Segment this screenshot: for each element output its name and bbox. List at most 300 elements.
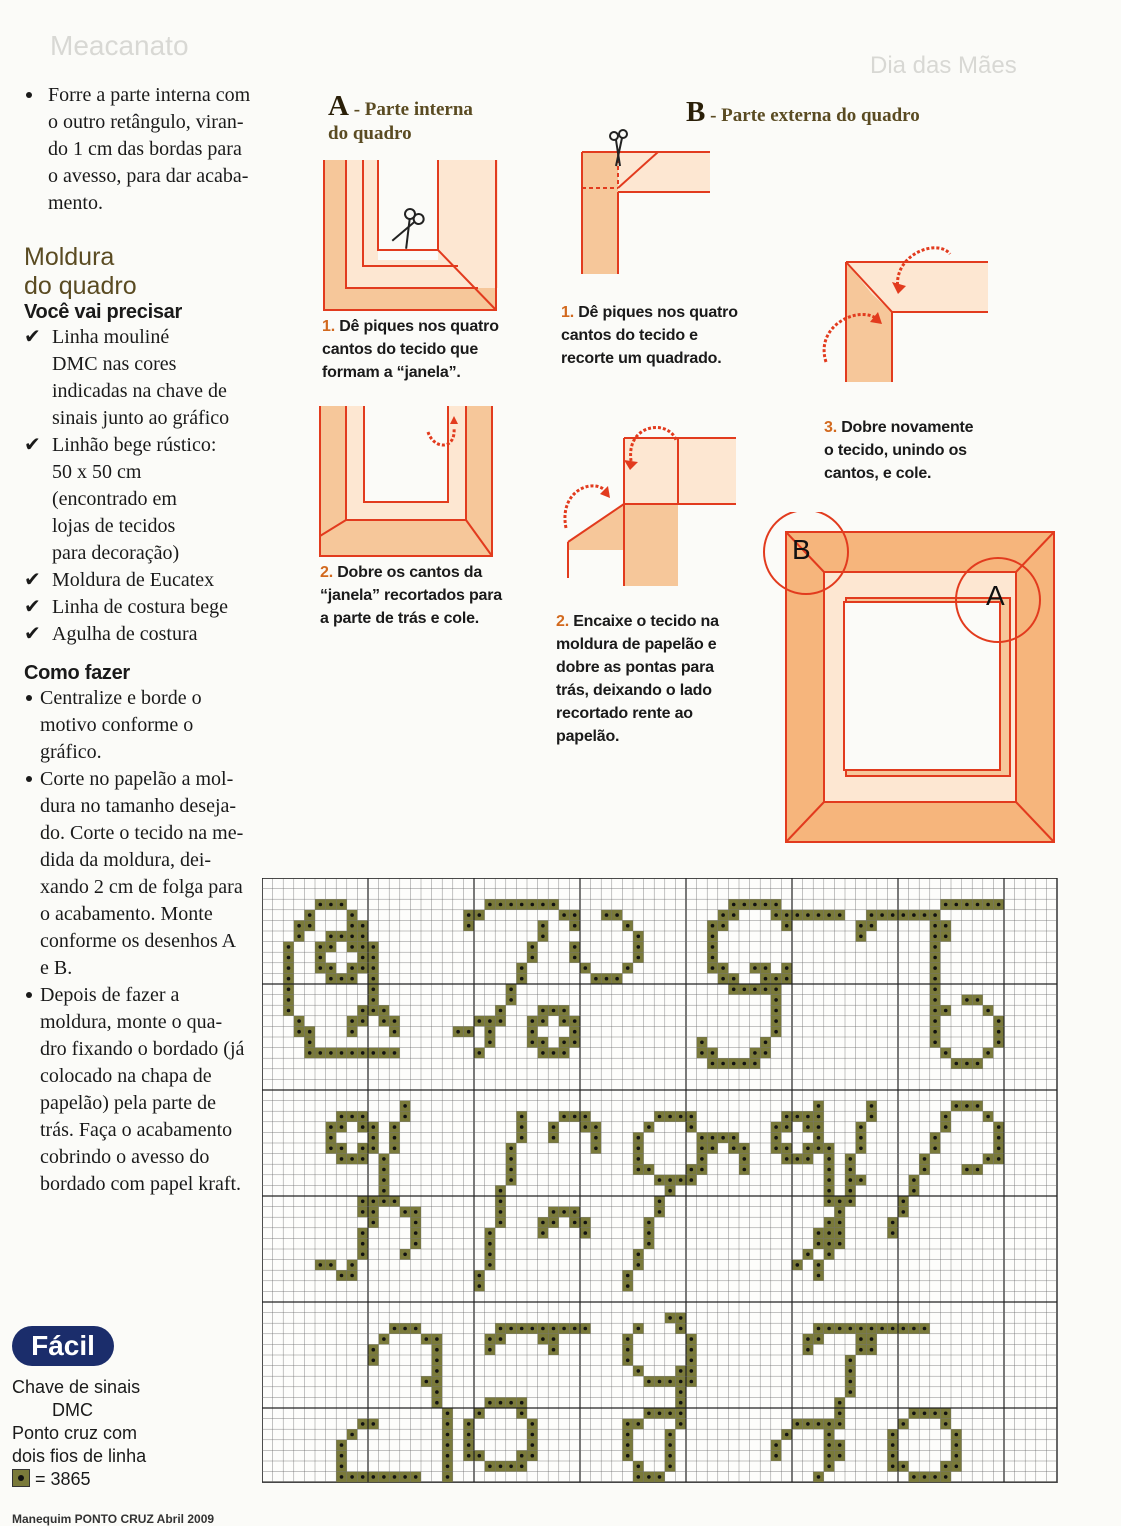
stitch-symbol bbox=[552, 1051, 556, 1055]
stitch-symbol bbox=[319, 945, 323, 949]
caption-line: papelão. bbox=[556, 728, 620, 745]
diagram-a2 bbox=[316, 402, 498, 560]
symbol-key bbox=[12, 1376, 146, 1491]
stitch-symbol bbox=[414, 1242, 418, 1246]
stitch-symbol bbox=[732, 988, 736, 992]
stitch-symbol bbox=[393, 1147, 397, 1151]
stitch-symbol bbox=[997, 1030, 1001, 1034]
stitch-symbol bbox=[382, 1051, 386, 1055]
stitch-symbol bbox=[361, 1200, 365, 1204]
stitch-symbol bbox=[859, 1327, 863, 1331]
stitch-symbol bbox=[446, 1465, 450, 1469]
stitch-symbol bbox=[668, 1380, 672, 1384]
stitch-symbol bbox=[647, 1380, 651, 1384]
stitch-symbol bbox=[690, 1369, 694, 1373]
stitch-symbol bbox=[573, 1115, 577, 1119]
stitch-symbol bbox=[690, 1359, 694, 1363]
stitch-symbol bbox=[541, 1327, 545, 1331]
stitch-symbol bbox=[552, 1348, 556, 1352]
stitch-symbol bbox=[933, 913, 937, 917]
stitch-symbol bbox=[986, 1009, 990, 1013]
stitch-symbol bbox=[902, 1422, 906, 1426]
stitch-symbol bbox=[944, 1412, 948, 1416]
stitch-symbol bbox=[626, 1454, 630, 1458]
step-line: bordado com papel kraft. bbox=[40, 1173, 242, 1195]
stitch-symbol bbox=[414, 1475, 418, 1479]
stitch-symbol bbox=[297, 1019, 301, 1023]
stitch-symbol bbox=[552, 1337, 556, 1341]
stitch-symbol bbox=[520, 966, 524, 970]
caption-line: Encaixe o tecido na bbox=[573, 613, 719, 630]
stitch-symbol bbox=[658, 1380, 662, 1384]
stitch-symbol bbox=[700, 1041, 704, 1045]
stitch-symbol bbox=[764, 1041, 768, 1045]
stitch-symbol bbox=[796, 1157, 800, 1161]
stitch-symbol bbox=[308, 1030, 312, 1034]
stitch-symbol bbox=[552, 1136, 556, 1140]
stitch-symbol bbox=[372, 988, 376, 992]
caption-line: a parte de trás e cole. bbox=[320, 610, 480, 627]
intro-line: o outro retângulo, viran- bbox=[48, 111, 244, 133]
stitch-symbol bbox=[933, 1019, 937, 1023]
stitch-symbol bbox=[838, 1401, 842, 1405]
stitch-symbol bbox=[478, 913, 482, 917]
stitch-symbol bbox=[870, 1104, 874, 1108]
material-line: Linha mouliné bbox=[52, 326, 170, 348]
stitch-symbol bbox=[721, 977, 725, 981]
stitch-symbol bbox=[859, 1348, 863, 1352]
stitch-symbol bbox=[361, 924, 365, 928]
stitch-symbol bbox=[435, 1337, 439, 1341]
stitch-symbol bbox=[806, 1348, 810, 1352]
stitch-symbol bbox=[859, 1136, 863, 1140]
stitch-symbol bbox=[679, 1316, 683, 1320]
stitch-symbol bbox=[541, 1337, 545, 1341]
stitch-symbol bbox=[637, 1136, 641, 1140]
material-item bbox=[24, 432, 256, 567]
key-symbol-row bbox=[12, 1468, 146, 1491]
stitch-symbol bbox=[849, 1178, 853, 1182]
stitch-symbol bbox=[753, 1051, 757, 1055]
stitch-symbol bbox=[838, 1200, 842, 1204]
stitch-symbol bbox=[340, 1157, 344, 1161]
stitch-symbol bbox=[372, 966, 376, 970]
stitch-symbol bbox=[806, 1147, 810, 1151]
stitch-symbol bbox=[340, 1147, 344, 1151]
diagram-a-letter: A bbox=[328, 90, 349, 122]
caption-line: recortado rente ao bbox=[556, 705, 693, 722]
stitch-symbol bbox=[700, 1147, 704, 1151]
stitch-symbol bbox=[838, 1454, 842, 1458]
material-line: sinais junto ao gráfico bbox=[52, 407, 230, 429]
stitch-symbol bbox=[520, 1327, 524, 1331]
step-line: conforme os desenhos A bbox=[40, 930, 237, 952]
stitch-symbol bbox=[361, 956, 365, 960]
caption-b1 bbox=[561, 301, 738, 370]
material-line: (encontrado em bbox=[52, 488, 177, 510]
stitch-symbol bbox=[531, 1041, 535, 1045]
stitch-symbol bbox=[817, 1263, 821, 1267]
key-line: DMC bbox=[52, 1400, 93, 1420]
stitch-symbol bbox=[785, 1125, 789, 1129]
stitch-symbol bbox=[944, 1125, 948, 1129]
stitch-symbol bbox=[849, 1359, 853, 1363]
stitch-symbol bbox=[785, 977, 789, 981]
step-line: Corte no papelão a mol- bbox=[40, 768, 234, 790]
stitch-symbol bbox=[340, 1443, 344, 1447]
stitch-symbol bbox=[711, 1147, 715, 1151]
step-line: dida da moldura, dei- bbox=[40, 849, 212, 871]
stitch-symbol bbox=[287, 956, 291, 960]
stitch-symbol bbox=[753, 1062, 757, 1066]
stitch-symbol bbox=[658, 1475, 662, 1479]
stitch-symbol bbox=[488, 1041, 492, 1045]
stitch-symbol bbox=[647, 1168, 651, 1172]
stitch-symbol bbox=[372, 1475, 376, 1479]
stitch-symbol bbox=[329, 935, 333, 939]
stitch-symbol bbox=[361, 1019, 365, 1023]
stitch-symbol bbox=[509, 998, 513, 1002]
stitch-symbol bbox=[329, 1147, 333, 1151]
left-column bbox=[24, 82, 256, 1198]
stitch-symbol bbox=[827, 1157, 831, 1161]
key-line: dois fios de linha bbox=[12, 1446, 147, 1466]
stitch-symbol bbox=[976, 998, 980, 1002]
check-icon: ✔ bbox=[24, 434, 41, 456]
stitch-symbol bbox=[350, 913, 354, 917]
stitch-symbol bbox=[785, 913, 789, 917]
stitch-symbol bbox=[372, 977, 376, 981]
stitch-symbol bbox=[753, 988, 757, 992]
stitch-symbol bbox=[531, 1454, 535, 1458]
stitch-symbol bbox=[637, 1168, 641, 1172]
stitch-symbol bbox=[933, 1030, 937, 1034]
stitch-symbol bbox=[509, 988, 513, 992]
stitch-symbol bbox=[827, 1253, 831, 1257]
step-bullet bbox=[24, 766, 256, 982]
stitch-symbol bbox=[785, 1157, 789, 1161]
stitch-symbol bbox=[679, 1178, 683, 1182]
stitch-symbol bbox=[923, 1412, 927, 1416]
stitch-symbol bbox=[509, 1327, 513, 1331]
caption-line: cantos do tecido que bbox=[322, 341, 479, 358]
stitch-symbol bbox=[584, 1231, 588, 1235]
stitch-symbol bbox=[721, 924, 725, 928]
stitch-symbol bbox=[986, 903, 990, 907]
stitch-symbol bbox=[827, 1454, 831, 1458]
stitch-symbol bbox=[637, 1157, 641, 1161]
stitch-symbol bbox=[933, 1041, 937, 1045]
stitch-symbol bbox=[562, 1041, 566, 1045]
stitch-symbol bbox=[626, 1359, 630, 1363]
stitch-symbol bbox=[350, 1030, 354, 1034]
stitch-symbol bbox=[647, 1221, 651, 1225]
stitch-symbol bbox=[902, 1210, 906, 1214]
stitch-symbol bbox=[743, 1147, 747, 1151]
stitch-symbol bbox=[658, 1115, 662, 1119]
stitch-symbol bbox=[372, 1147, 376, 1151]
stitch-symbol bbox=[488, 1465, 492, 1469]
stitch-symbol bbox=[997, 1136, 1001, 1140]
stitch-symbol bbox=[488, 1337, 492, 1341]
stitch-symbol bbox=[732, 913, 736, 917]
stitch-symbol bbox=[372, 1221, 376, 1225]
stitch-symbol bbox=[541, 903, 545, 907]
stitch-symbol bbox=[721, 1062, 725, 1066]
stitch-symbol bbox=[446, 1422, 450, 1426]
stitch-symbol bbox=[827, 1443, 831, 1447]
stitch-symbol bbox=[912, 913, 916, 917]
stitch-symbol bbox=[785, 966, 789, 970]
caption-number: 2. bbox=[556, 613, 569, 630]
stitch-symbol bbox=[668, 1454, 672, 1458]
stitch-symbol bbox=[668, 1316, 672, 1320]
stitch-symbol bbox=[520, 903, 524, 907]
stitch-symbol bbox=[902, 1465, 906, 1469]
stitch-symbol bbox=[329, 1136, 333, 1140]
stitch-symbol bbox=[817, 1242, 821, 1246]
stitch-symbol bbox=[817, 1475, 821, 1479]
stitch-symbol bbox=[658, 1178, 662, 1182]
stitch-symbol bbox=[594, 1147, 598, 1151]
stitch-symbol bbox=[986, 1157, 990, 1161]
stitch-symbol bbox=[446, 1443, 450, 1447]
stitch-symbol bbox=[372, 1051, 376, 1055]
stitch-symbol bbox=[827, 1465, 831, 1469]
step-line: gráfico. bbox=[40, 741, 102, 763]
stitch-symbol bbox=[403, 1253, 407, 1257]
stitch-symbol bbox=[499, 903, 503, 907]
ghost-header-right: Dia das Mães bbox=[870, 52, 1017, 79]
stitch-symbol bbox=[308, 1051, 312, 1055]
stitch-symbol bbox=[997, 1125, 1001, 1129]
stitch-symbol bbox=[393, 1125, 397, 1129]
stitch-symbol bbox=[350, 1115, 354, 1119]
stitch-symbol bbox=[626, 1433, 630, 1437]
diagram-b-letter: B bbox=[686, 96, 706, 128]
stitch-symbol bbox=[838, 1231, 842, 1235]
stitch-symbol bbox=[700, 1136, 704, 1140]
stitch-symbol bbox=[552, 1327, 556, 1331]
stitch-symbol bbox=[573, 945, 577, 949]
stitch-symbol bbox=[870, 1348, 874, 1352]
stitch-symbol bbox=[382, 1189, 386, 1193]
stitch-symbol bbox=[679, 1115, 683, 1119]
stitch-symbol bbox=[287, 998, 291, 1002]
caption-number: 1. bbox=[561, 304, 574, 321]
stitch-symbol bbox=[435, 1380, 439, 1384]
stitch-symbol bbox=[531, 903, 535, 907]
stitch-symbol bbox=[478, 1412, 482, 1416]
step-line: colocado na chapa de bbox=[40, 1065, 212, 1087]
stitch-symbol bbox=[849, 1157, 853, 1161]
stitch-symbol bbox=[933, 988, 937, 992]
stitch-symbol bbox=[350, 924, 354, 928]
step-line: papelão) pela parte de bbox=[40, 1092, 217, 1114]
stitch-symbol bbox=[520, 1454, 524, 1458]
difficulty-badge: Fácil bbox=[12, 1326, 114, 1366]
stitch-symbol bbox=[626, 1422, 630, 1426]
stitch-symbol bbox=[361, 1125, 365, 1129]
stitch-symbol bbox=[997, 903, 1001, 907]
stitch-symbol bbox=[774, 1125, 778, 1129]
stitch-symbol bbox=[859, 924, 863, 928]
stitch-symbol bbox=[891, 913, 895, 917]
stitch-symbol bbox=[403, 1475, 407, 1479]
stitch-symbol bbox=[637, 945, 641, 949]
stitch-symbol bbox=[796, 913, 800, 917]
step-line: trás. Faça o acabamento bbox=[40, 1119, 233, 1141]
stitch-symbol bbox=[499, 1401, 503, 1405]
stitch-symbol bbox=[297, 1030, 301, 1034]
stitch-symbol bbox=[446, 1433, 450, 1437]
stitch-symbol bbox=[774, 1443, 778, 1447]
stitch-symbol bbox=[743, 1157, 747, 1161]
stitch-symbol bbox=[997, 1019, 1001, 1023]
check-icon: ✔ bbox=[24, 569, 41, 591]
stitch-symbol bbox=[849, 1380, 853, 1384]
stitch-symbol bbox=[976, 903, 980, 907]
stitch-symbol bbox=[361, 1115, 365, 1119]
stitch-symbol bbox=[997, 1041, 1001, 1045]
stitch-symbol bbox=[372, 945, 376, 949]
stitch-symbol bbox=[435, 1401, 439, 1405]
stitch-symbol bbox=[933, 998, 937, 1002]
stitch-symbol bbox=[520, 1136, 524, 1140]
caption-b2 bbox=[556, 610, 719, 748]
stitch-symbol bbox=[721, 1136, 725, 1140]
stitch-symbol bbox=[827, 1200, 831, 1204]
stitch-symbol bbox=[647, 1475, 651, 1479]
stitch-symbol bbox=[668, 1178, 672, 1182]
stitch-symbol bbox=[520, 1412, 524, 1416]
stitch-symbol bbox=[350, 1157, 354, 1161]
stitch-symbol bbox=[573, 924, 577, 928]
stitch-symbol bbox=[817, 1274, 821, 1278]
stitch-symbol bbox=[552, 1125, 556, 1129]
stitch-symbol bbox=[923, 1168, 927, 1172]
stitch-symbol bbox=[573, 956, 577, 960]
stitch-symbol bbox=[350, 1051, 354, 1055]
stitch-symbol bbox=[573, 1030, 577, 1034]
stitch-symbol bbox=[838, 913, 842, 917]
stitch-symbol bbox=[965, 998, 969, 1002]
stitch-symbol bbox=[891, 1221, 895, 1225]
stitch-symbol bbox=[488, 1030, 492, 1034]
cross-stitch-chart bbox=[262, 878, 1066, 1490]
stitch-symbol bbox=[753, 903, 757, 907]
stitch-symbol bbox=[541, 1041, 545, 1045]
stitch-symbol bbox=[372, 1348, 376, 1352]
stitch-symbol bbox=[764, 966, 768, 970]
stitch-symbol bbox=[891, 1231, 895, 1235]
stitch-symbol bbox=[478, 1284, 482, 1288]
stitch-symbol bbox=[774, 1009, 778, 1013]
step-line: motivo conforme o bbox=[40, 714, 194, 736]
stitch-symbol bbox=[308, 1041, 312, 1045]
stitch-symbol bbox=[361, 1210, 365, 1214]
material-item bbox=[24, 324, 256, 432]
stitch-symbol bbox=[340, 935, 344, 939]
material-line: lojas de tecidos bbox=[52, 515, 176, 537]
stitch-symbol bbox=[923, 913, 927, 917]
stitch-symbol bbox=[361, 966, 365, 970]
stitch-symbol bbox=[817, 1125, 821, 1129]
stitch-symbol bbox=[912, 1475, 916, 1479]
stitch-symbol bbox=[785, 924, 789, 928]
stitch-symbol bbox=[658, 1210, 662, 1214]
stitch-symbol bbox=[509, 1401, 513, 1405]
stitch-symbol bbox=[796, 1115, 800, 1119]
stitch-symbol bbox=[467, 1433, 471, 1437]
stitch-symbol bbox=[350, 1274, 354, 1278]
material-line: para decoração) bbox=[52, 542, 180, 564]
stitch-symbol bbox=[891, 1327, 895, 1331]
stitch-symbol bbox=[297, 935, 301, 939]
stitch-symbol bbox=[690, 1348, 694, 1352]
stitch-symbol bbox=[573, 1019, 577, 1023]
stitch-symbol bbox=[859, 1337, 863, 1341]
stitch-symbol bbox=[562, 913, 566, 917]
step-bullet bbox=[24, 982, 256, 1198]
stitch-symbol bbox=[721, 966, 725, 970]
stitch-symbol bbox=[933, 977, 937, 981]
stitch-symbol bbox=[827, 1168, 831, 1172]
stitch-symbol bbox=[382, 1157, 386, 1161]
stitch-symbol bbox=[711, 1062, 715, 1066]
stitch-symbol bbox=[711, 956, 715, 960]
stitch-symbol bbox=[329, 966, 333, 970]
stitch-symbol bbox=[499, 1465, 503, 1469]
stitch-symbol bbox=[605, 913, 609, 917]
stitch-symbol bbox=[340, 903, 344, 907]
stitch-symbol bbox=[382, 1475, 386, 1479]
frame-label-b: B bbox=[792, 534, 811, 565]
stitch-symbol bbox=[393, 1200, 397, 1204]
stitch-symbol bbox=[965, 1104, 969, 1108]
stitch-symbol bbox=[287, 1009, 291, 1013]
stitch-symbol bbox=[838, 1242, 842, 1246]
intro-bullet bbox=[24, 82, 256, 217]
stitch-symbol bbox=[711, 1051, 715, 1055]
stitch-symbol bbox=[838, 1221, 842, 1225]
check-icon: ✔ bbox=[24, 596, 41, 618]
stitch-symbol bbox=[923, 1327, 927, 1331]
stitch-symbol bbox=[319, 956, 323, 960]
stitch-symbol bbox=[870, 913, 874, 917]
stitch-symbol bbox=[817, 1231, 821, 1235]
stitch-symbol bbox=[827, 1242, 831, 1246]
stitch-symbol bbox=[287, 945, 291, 949]
stitch-symbol bbox=[329, 1263, 333, 1267]
stitch-symbol bbox=[488, 1231, 492, 1235]
stitch-symbol bbox=[637, 1465, 641, 1469]
stitch-symbol bbox=[361, 945, 365, 949]
stitch-symbol bbox=[774, 913, 778, 917]
stitch-symbol bbox=[541, 1051, 545, 1055]
stitch-symbol bbox=[393, 1030, 397, 1034]
stitch-symbol bbox=[732, 1062, 736, 1066]
stitch-symbol bbox=[679, 1390, 683, 1394]
stitch-symbol bbox=[976, 1168, 980, 1172]
stitch-symbol bbox=[594, 1136, 598, 1140]
stitch-symbol bbox=[817, 913, 821, 917]
stitch-symbol bbox=[467, 924, 471, 928]
stitch-symbol bbox=[467, 1422, 471, 1426]
stitch-symbol bbox=[774, 1147, 778, 1151]
stitch-symbol bbox=[955, 1104, 959, 1108]
stitch-symbol bbox=[509, 1465, 513, 1469]
